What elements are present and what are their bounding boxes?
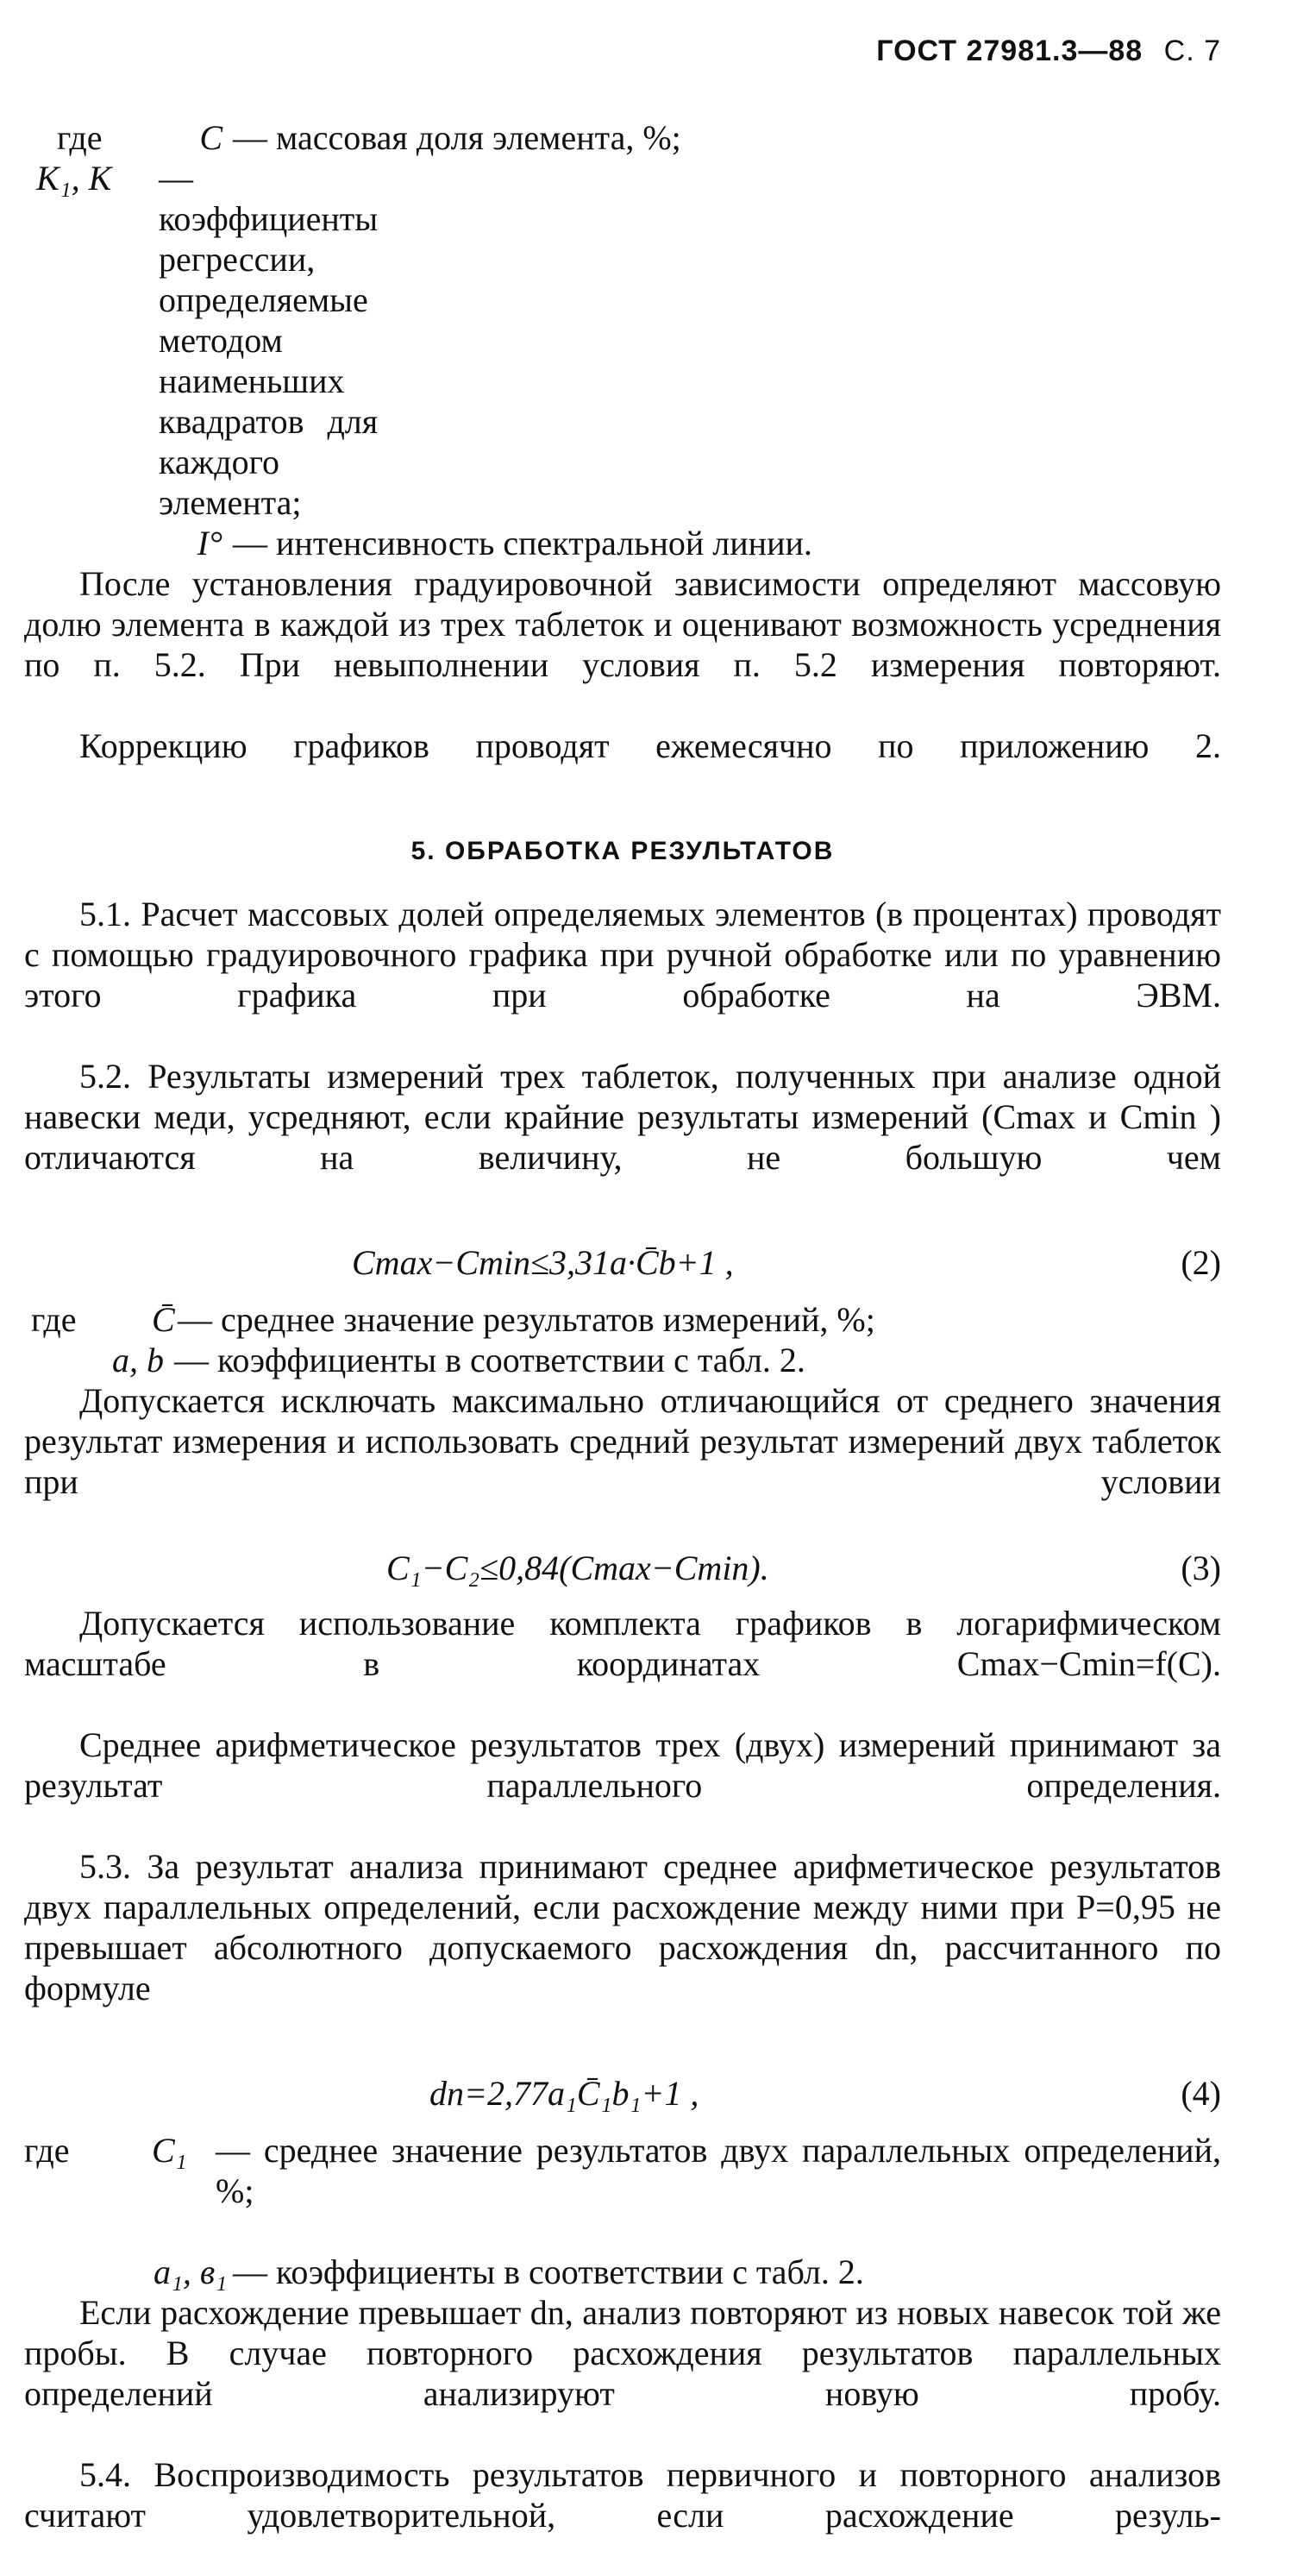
definition-text: — интенсивность спектральной линии.	[233, 524, 812, 562]
definition-text: — коэффициенты в соответствии с табл. 2.	[233, 2252, 864, 2291]
definition-lead: где	[24, 2131, 70, 2170]
definition-row	[24, 158, 1221, 523]
formula-2-expression: Cmax−Cmin≤3,31a·C̄b+1 ,	[352, 1243, 734, 1282]
paragraph-mean: Среднее арифметическое результатов трех (двух) измерений принимают за результат параллельного определения.	[24, 1725, 1221, 1805]
formula-3-number: (3)	[1181, 1549, 1221, 1587]
definition-symbol: C̄	[152, 1300, 175, 1339]
definition-lead: где	[57, 118, 103, 157]
paragraph-exclusion: Допускается исключать максимально отличающийся от среднего значения результат измерения и использовать средний результат измерений двух таблеток при условии	[24, 1381, 1221, 1501]
paragraph-repeat: Если расхождение превышает dn, анализ повторяют из новых навесок той же пробы. В случае повторного расхождения результатов параллельных определений анализируют новую пробу.	[24, 2293, 1221, 2413]
definition-text: — среднее значение результатов двух параллельных определений, %;	[216, 2131, 1221, 2210]
definition-row	[24, 1340, 1221, 1380]
formula-2	[24, 1234, 1221, 1294]
formula-2-number: (2)	[1181, 1243, 1221, 1282]
definition-symbol: a, b	[112, 1341, 164, 1379]
definition-symbol: C	[199, 118, 222, 157]
definition-symbol: C₁	[152, 2131, 187, 2170]
clause-5-2: 5.2. Результаты измерений трех таблеток, полученных при анализе одной навески меди, усредняют, если крайние результаты измерений (Cmax и Cmin ) отличаются на величину, не большую чем	[24, 1057, 1221, 1177]
definition-row	[24, 2130, 1221, 2252]
definition-text: — массовая доля элемента, %;	[233, 118, 681, 157]
formula-3-expression: C₁−C₂≤0,84(Cmax−Cmin).	[386, 1549, 769, 1587]
definition-text: — среднее значение результатов измерений, %;	[178, 1300, 875, 1339]
formula-3	[24, 1548, 1221, 1598]
definition-row	[24, 1299, 1221, 1340]
definitions-top	[24, 117, 1221, 563]
definition-text: — коэффициенты регрессии, определяемые методом наименьших квадратов для каждого элемента;	[159, 159, 379, 522]
formula-4	[24, 2064, 1221, 2125]
clause-5-3: 5.3. За результат анализа принимают среднее арифметическое результатов двух параллельных определений, если расхождение между ними при P=0,95 не превышает абсолютного допускаемого расхождения dn, рассчитанного по формуле	[24, 1847, 1221, 2007]
definition-row	[24, 2252, 1221, 2292]
clause-5-4: 5.4. Воспроизводимость результатов первичного и повторного анализов считают удовлетворительной, если расхождение резуль-	[24, 2455, 1221, 2535]
paragraph-log-scale: Допускается использование комплекта графиков в логарифмическом масштабе в координатах Cmax−Cmin=f(C).	[24, 1604, 1221, 1683]
clause-5-1: 5.1. Расчет массовых долей определяемых элементов (в процентах) проводят с помощью градуировочного графика при ручной обработке или по уравнению этого графика при обработке на ЭВМ.	[24, 895, 1221, 1015]
formula-4-expression: dn=2,77a₁C̄₁b₁+1 ,	[429, 2074, 699, 2113]
page-number: С. 7	[1163, 35, 1221, 67]
definition-row	[24, 523, 1221, 563]
formula-4-number: (4)	[1181, 2074, 1221, 2113]
section-title: 5. ОБРАБОТКА РЕЗУЛЬТАТОВ	[410, 837, 835, 865]
definition-symbol: K₁, K	[36, 159, 112, 198]
paragraph-calibration: После установления градуировочной зависимости определяют массовую долю элемента в каждой из трех таблеток и оценивают возможность усреднения по п. 5.2. При невыполнении условия п. 5.2 измерения повторяют.	[24, 564, 1221, 684]
standard-number: ГОСТ 27981.3—88	[876, 35, 1143, 67]
paragraph-correction: Коррекцию графиков проводят ежемесячно по приложению 2.	[79, 726, 1221, 765]
definition-lead: где	[31, 1300, 77, 1339]
definition-symbol: a₁, в₁	[154, 2252, 228, 2291]
definition-text: — коэффициенты в соответствии с табл. 2.	[174, 1341, 805, 1379]
definition-row	[24, 117, 1221, 158]
definition-symbol: I°	[197, 524, 222, 562]
document-body	[24, 35, 1221, 2576]
